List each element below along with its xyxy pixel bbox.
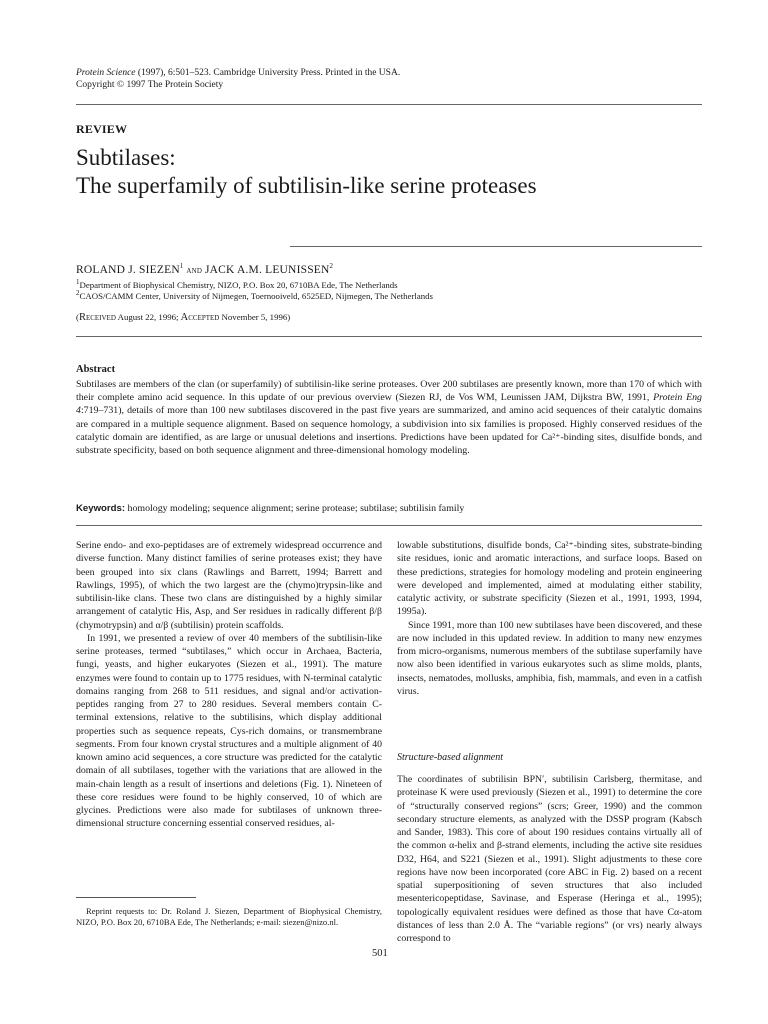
body-paragraph-5: The coordinates of subtilisin BPN′, subtilisin Carlsberg, thermitase, and proteinase K were used previously (Siezen et al., 1991) to determine the core of “structurally conserved regions” (scrs; Greer, 1990) and the common secondary structure elements, as analyzed with the DSSP program (Kabsch and Sander, 1983). This core of about 190 residues contains virtually all of the common α-helix and β-strand elements, including the active site residues D32, H64, and S221 (Siezen et al., 1991). Slight adjustments to these core regions have now been incorporated (core ABC in Fig. 2) based on a recent spatial superpositioning of seven structures that also included mesentericopeptidase, Savinase, and Esperase (Heringa et al., 1995); topologically equivalent residues were defined as those that have Cα-atom distances of less than 2.0 Å. The “variable regions” (or vrs) nearly always correspond to [397,774,702,944]
body-right-column-2 [397,773,702,945]
received-date: August 22, 1996; [115,312,181,322]
body-paragraph-3: lowable substitutions, disulfide bonds, Ca²⁺-binding sites, substrate-binding site residues, ionic and aromatic interactions, and surface loops. Based on these predictions, strategies for homology modeling and protein engineering were developed and implemented, aimed at modulating either stability, catalytic activity, or substrate specificity (Siezen et al., 1991, 1993, 1994, 1995a). [397,540,702,618]
journal-name: Protein Science [76,68,136,78]
received-dates: (Received August 22, 1996; Accepted November 5, 1996) [76,312,291,323]
body-left-column [76,539,382,831]
page-number: 501 [372,948,388,959]
affiliation-2: $^2$CAOS/CAMM Center, University of Nijmegen, Toernooiveld, 6525ED, Nijmegen, The Netherlands [76,289,433,301]
received-label: Received [78,312,116,323]
body-paragraph-4: Since 1991, more than 100 new subtilases have been discovered, and these are now included in this updated review. In addition to many new enzymes from micro-organisms, numerous members of the subtilase superfamily have now also been identified in various eukaryotes such as slime molds, plants, insects, nematodes, mollusks, amphibia, fish, mammals, and even in a catfish virus. [397,619,702,697]
keywords-label: Keywords: [76,503,126,514]
accepted-date: November 5, 1996) [219,312,291,322]
section-label: REVIEW [76,122,128,136]
accepted-label: Accepted [180,312,220,323]
author-1: ROLAND J. SIEZEN [76,264,180,276]
copyright-line: Copyright © 1997 The Protein Society [76,80,224,90]
reprint-footnote: Reprint requests to: Dr. Roland J. Siezen, Department of Biophysical Chemistry, NIZO, P.O. Box 20, 6710BA Ede, The Netherlands; e-mail: siezen@nizo.nl. [76,906,382,928]
abstract-top-rule [76,336,702,337]
abstract-heading: Abstract [76,364,116,375]
body-right-column [397,539,702,698]
citation-line [76,67,596,79]
footnote-rule [76,897,196,898]
journal-header [76,67,596,91]
author-and: and [183,265,205,276]
article-title [76,144,696,200]
title-rule [290,246,702,247]
keywords-text: homology modeling; sequence alignment; serine protease; subtilase; subtilisin family [125,503,465,514]
author-2-sup: 2 [329,262,334,271]
abstract-bottom-rule [76,525,702,526]
affiliations [76,280,696,302]
body-paragraph-1: Serine endo- and exo-peptidases are of extremely widespread occurrence and diverse function. Many distinct families of serine proteases exist; they have been grouped into six clans (Rawlings and Barrett, 1994; Barrett and Rawlings, 1995), of which the two largest are the (chymo)trypsin-like and subtilisin-like clans. These two clans are distinguished by a highly similar arrangement of catalytic His, Asp, and Ser residues in radically different β/β (chymotrypsin) and α/β (subtilisin) protein scaffolds. [76,540,382,631]
title-line-2: The superfamily of subtilisin-like serine proteases [76,173,537,198]
top-rule [76,104,702,105]
abstract-journal-ref: Protein Eng 4 [76,392,702,417]
author-line [76,264,333,276]
abstract-text: Subtilases are members of the clan (or superfamily) of subtilisin-like serine proteases. Over 200 subtilases are presently known, more than 170 of which with their complete amino acid sequence. In this update of our previous overview (Siezen RJ, de Vos WM, Leunissen JAM, Dijkstra BW, 1991, Protein Eng 4:719–731), details of more than 100 new subtilases discovered in the past five years are summarized, and amino acid sequences of their catalytic domains are compared in a multiple sequence alignment. Based on sequence homology, a subdivision into six families is proposed. Highly conserved residues of the catalytic domain are identified, as are large or unusual deletions and insertions. Predictions have been updated for Ca²⁺-binding sites, disulfide bonds, and substrate specificity, based on both sequence alignment and three-dimensional homology modeling. [76,379,702,457]
title-line-1: Subtilases: [76,145,176,170]
citation-text: (1997), 6:501–523. Cambridge University Press. Printed in the USA. [135,68,401,78]
keywords [76,502,702,515]
author-2: JACK A.M. LEUNISSEN [204,264,330,276]
affiliation-1: $^1$Department of Biophysical Chemistry, NIZO, P.O. Box 20, 6710BA Ede, The Netherlands [76,278,398,290]
section-subheading: Structure-based alignment [397,752,504,763]
author-1-sup: 1 [179,262,184,271]
body-paragraph-2: In 1991, we presented a review of over 40 members of the subtilisin-like serine proteases, termed “subtilases,” which occur in Archaea, Bacteria, fungi, yeasts, and higher eukaryotes (Siezen et al., 1991). The mature enzymes were found to contain up to 1775 residues, with N-terminal catalytic domains ranging from 268 to 511 residues, and signal and/or activation-peptides ranging from 27 to 280 residues. Several members contain C-terminal extensions, relative to the subtilisins, which display additional properties such as sequence repeats, Cys-rich domains, or transmembrane segments. From four known crystal structures and a multiple alignment of 40 known amino acid sequences, a core structure was predicted for the catalytic domain of all subtilases, together with the variations that are allowed in the main-chain length as a result of insertions and deletions (Fig. 1). Nineteen of these core residues were found to be highly conserved, 10 of which are glycines. Predictions were also made for subtilases of unknown three-dimensional structure concerning essential conserved residues, al- [76,632,382,830]
